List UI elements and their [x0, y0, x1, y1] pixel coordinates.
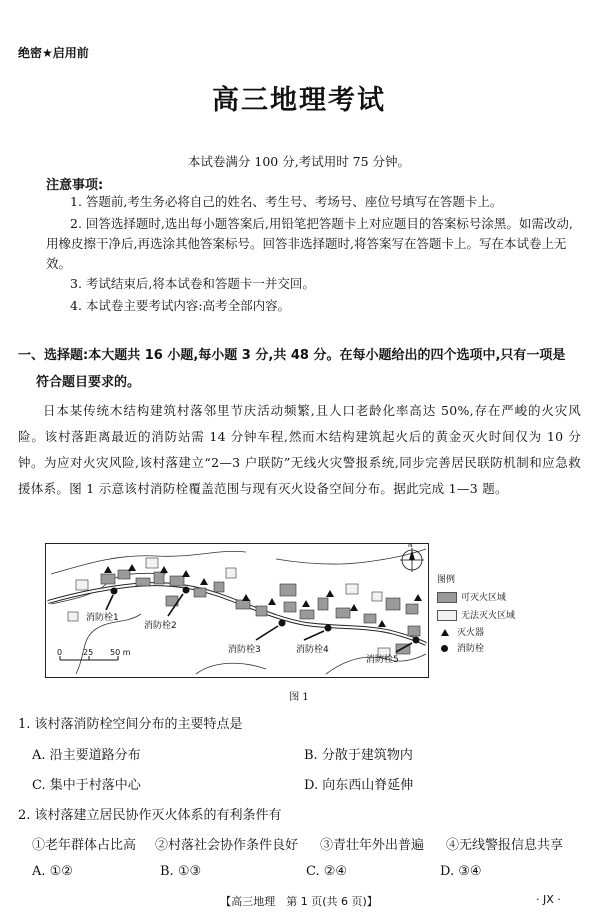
extinguisher-icon: [268, 598, 276, 605]
q1-option-b[interactable]: B. 分散于建筑物内: [304, 748, 413, 763]
hydrant-icon: [111, 588, 118, 595]
extinguisher-icon: [326, 590, 334, 597]
notice-item-2: 2. 回答选择题时,选出每小题答案后,用铅笔把答题卡上对应题目的答案标号涂黑。如需改动,用橡皮擦干净后,再选涂其他答案标号。回答非选择题时,将答案写在答题卡上。写在本试卷上无效。: [46, 216, 573, 271]
extinguisher-icon: [182, 570, 190, 577]
extinguisher-icon: [242, 594, 250, 601]
q2-option-a[interactable]: A. ①②: [32, 864, 73, 879]
legend-item-extinguisher: [441, 625, 484, 638]
hydrant-label-3: 消防栓3: [228, 645, 261, 655]
contour-line: [76, 614, 141, 674]
scale-bar: [57, 648, 131, 660]
hydrant-icon: [413, 637, 420, 644]
q1-option-c[interactable]: C. 集中于村落中心: [32, 778, 141, 793]
hydrant-icon: [183, 587, 190, 594]
scale-tick-25: 25: [83, 648, 94, 657]
hydrant-label-4: 消防栓4: [296, 645, 329, 655]
compass-icon: [400, 544, 424, 572]
secret-mark: 绝密★启用前: [18, 46, 89, 60]
contour-line: [196, 663, 266, 674]
extinguisher-icon: [302, 600, 310, 607]
compass-north: N: [408, 544, 413, 549]
q1-option-d[interactable]: D. 向东西山脊延伸: [304, 778, 414, 793]
non-extinguishable-areas: [68, 558, 390, 657]
scale-tick-50: 50 m: [110, 648, 131, 657]
q2-option-b[interactable]: B. ①③: [160, 864, 202, 879]
notice-item-4: 4. 本试卷主要考试内容:高考全部内容。: [70, 298, 291, 313]
notice-heading: 注意事项:: [46, 178, 104, 193]
map-svg: [46, 544, 428, 677]
legend-label: 可灭火区域: [461, 593, 507, 603]
legend-item-hydrant: [441, 641, 484, 654]
footer-code: · JX ·: [536, 893, 561, 906]
hydrant-icon: [325, 625, 332, 632]
hydrant-label-5: 消防栓5: [366, 655, 399, 665]
extinguisher-icon: [104, 566, 112, 573]
scale-tick-0: 0: [57, 648, 63, 657]
extinguisher-icon: [160, 566, 168, 573]
notice-item-3: 3. 考试结束后,将本试卷和答题卡一并交回。: [70, 276, 315, 291]
extinguisher-icon: [350, 604, 358, 611]
legend-label: 消防栓: [457, 644, 485, 654]
extinguisher-icon: [200, 578, 208, 585]
q2-statement-1: ①老年群体占比高: [32, 838, 137, 853]
page-footer: 【高三地理 第 1 页(共 6 页)】: [220, 895, 378, 908]
figure-caption: 图 1: [289, 692, 309, 703]
extinguishable-areas: [101, 570, 420, 654]
hydrant-icon: [279, 620, 286, 627]
question-1-stem: 1. 该村落消防栓空间分布的主要特点是: [18, 717, 243, 732]
legend-item-extinguishable: [437, 590, 506, 603]
contour-line: [276, 549, 426, 564]
q2-statement-4: ④无线警报信息共享: [446, 838, 564, 853]
section-heading: [18, 342, 584, 396]
exam-info: 本试卷满分 100 分,考试用时 75 分钟。: [187, 154, 411, 169]
hydrant-icon: [441, 645, 448, 652]
question-2-stem: 2. 该村落建立居民协作灭火体系的有利条件有: [18, 808, 282, 823]
legend-label: 无法灭火区域: [461, 611, 516, 621]
legend-swatch: [437, 610, 457, 621]
legend-swatch: [437, 592, 457, 603]
hydrant-label-2: 消防栓2: [144, 621, 177, 631]
q2-statement-3: ③青壮年外出普遍: [320, 838, 425, 853]
notice-item-1: 1. 答题前,考生务必将自己的姓名、考生号、考场号、座位号填写在答题卡上。: [70, 194, 503, 209]
q2-statement-2: ②村落社会协作条件良好: [155, 838, 299, 853]
legend-label: 灭火器: [457, 628, 485, 638]
q1-option-a[interactable]: A. 沿主要道路分布: [32, 748, 141, 763]
q2-option-c[interactable]: C. ②④: [306, 864, 348, 879]
extinguisher-icon: [441, 629, 449, 636]
legend-title: 图例: [437, 575, 456, 585]
hydrant-label-1: 消防栓1: [86, 613, 119, 623]
village-map: [45, 543, 429, 678]
section-heading-line1: 一、选择题:本大题共 16 小题,每小题 3 分,共 48 分。在每小题给出的四个选项中,只有一项是: [18, 348, 566, 363]
legend-item-non-extinguishable: [437, 608, 515, 621]
q2-option-d[interactable]: D. ③④: [440, 864, 482, 879]
extinguisher-icon: [128, 564, 136, 571]
section-heading-line2: 符合题目要求的。: [36, 375, 141, 390]
extinguisher-icon: [378, 620, 386, 627]
exam-title: 高三地理考试: [212, 85, 386, 116]
extinguisher-icon: [414, 594, 422, 601]
passage: 日本某传统木结构建筑村落邻里节庆活动频繁,且人口老龄化率高达 50%,存在严峻的火灾风险。该村落距离最近的消防站需 14 分钟车程,然而木结构建筑起火后的黄金灭火时间仅为 10 分钟。为应对火灾风险,该村落建立“2—3 户联防”无线火灾警报系统,同步完善居民联防机制和应急救援体系。图 1 示意该村消防栓覆盖范围与现有灭火设备空间分布。据此完成 1—3 题。: [18, 403, 581, 496]
